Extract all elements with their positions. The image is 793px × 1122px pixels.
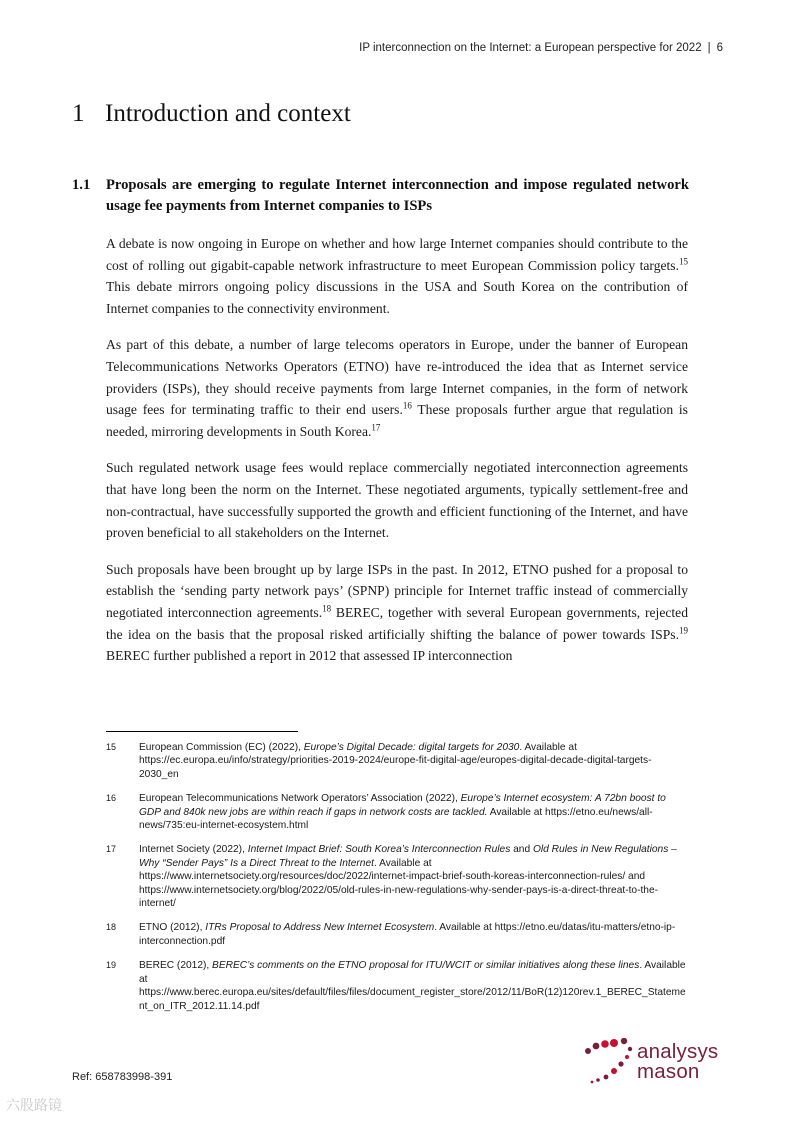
footnote-reference: 18 [322,603,332,614]
footnote-number: 19 [106,960,117,971]
logo-text [637,1042,718,1082]
logo-dots-icon [583,1038,635,1088]
footnote-reference: 19 [679,624,688,635]
italic-title: Internet Impact Brief: South Korea’s Interconnection Rules [247,844,511,856]
italic-title: BEREC’s comments on the ETNO proposal for ITU/WCIT or similar initiatives along these lines [212,960,640,972]
chapter-number: 1 [72,100,85,127]
footnote-reference: 17 [371,422,381,433]
footnote-text: European Telecommunications Network Operators’ Association (2022), Europe’s Internet ecosystem: A 72bn boost to GDP and 840k new jobs are within reach if gaps in network costs are tackled. Available at https://etno.eu/news/all-news/735:eu-internet-ecosystem.html [139,793,666,832]
footnote-reference: 16 [402,400,412,411]
footnote-text: ETNO (2012), ITRs Proposal to Address New Internet Ecosystem. Available at https://etno.eu/datas/itu-matters/etno-ip-interconnection.pdf [139,922,676,947]
running-header [359,42,723,54]
footnote [106,741,690,781]
footnote-number: 18 [106,922,117,933]
page-number: 6 [716,42,723,54]
footnote [106,792,690,832]
paragraph: Such proposals have been brought up by large ISPs in the past. In 2012, ETNO pushed for a proposal to establish the ‘sending party network pays’ (SPNP) principle for Internet traffic instead of commercially negotiated interconnection agreements.$^{18}$ BEREC, together with several European governments, rejected the idea on the basis that the proposal risked artificially shifting the balance of power towards ISPs.$^{19}$ BEREC further published a report in 2012 that assessed IP interconnection [106,561,688,664]
section-number: 1.1 [72,177,91,193]
footnote-number: 16 [106,793,117,804]
body-text [106,233,688,682]
paragraph: Such regulated network usage fees would replace commercially negotiated interconnection agreements that have long been the norm on the Internet. These negotiated arguments, typically settlement-free and non-contractual, have successfully supported the growth and efficient functioning of the Internet, and have proven beneficial to all stakeholders on the Internet. [106,460,688,541]
logo-line-1: analysys [637,1040,719,1063]
footnote-text: European Commission (EC) (2022), Europe’s Digital Decade: digital targets for 2030. Available at https://ec.europa.eu/info/strategy/priorities-2019-2024/europe-fit-digital-age/europes-digital-decade-digital-targets-2030_en [139,742,652,780]
chapter-title [72,100,351,128]
italic-title: Old Rules in New Regulations – Why “Sender Pays” Is a Direct Threat to the Internet [139,844,677,869]
italic-title: Europe’s Internet ecosystem: A 72bn boost to GDP and 840k new jobs are within reach if gaps in network costs are tackled. [139,793,666,818]
paragraph: A debate is now ongoing in Europe on whether and how large Internet companies should contribute to the cost of rolling out gigabit-capable network infrastructure to meet European Commission policy targets.$^{15}$ This debate mirrors ongoing policy discussions in the USA and South Korea on the contribution of Internet companies to the connectivity environment. [106,236,688,316]
header-separator: | [707,42,711,54]
footnote [106,921,690,948]
footnote-reference: 15 [679,256,688,267]
footnotes [106,741,690,1024]
italic-title: ITRs Proposal to Address New Internet Ecosystem [205,922,435,934]
footnote-number: 15 [106,742,117,752]
logo-line-2: mason [637,1060,700,1083]
section-title: Proposals are emerging to regulate Internet interconnection and impose regulated network usage fee payments from Internet companies to ISPs [106,177,689,214]
document-reference: Ref: 658783998-391 [72,1071,173,1083]
chapter-title-text: Introduction and context [105,100,351,127]
section-heading [72,175,689,217]
footnote-text: BEREC (2012), BEREC’s comments on the ETNO proposal for ITU/WCIT or similar initiatives along these lines. Available at https://www.berec.europa.eu/sites/default/files/files/document_register_store/2012/11/BoR(12)120rev.1_BEREC_Statement_on_ITR_2012.11.14.pdf [139,960,686,1012]
footnote [106,843,690,910]
footnote-divider [106,731,298,732]
footnote [106,959,690,1013]
footnote-text: Internet Society (2022), Internet Impact Brief: South Korea’s Interconnection Rules and Old Rules in New Regulations – Why “Sender Pays” Is a Direct Threat to the Internet. Available at https://www.internetsociety.org/resources/doc/2022/internet-impact-brief-south-koreas-interconnection-rules/ and https://www.internetsociety.org/blog/2022/05/old-rules-in-new-regulations-why-sender-pays-is-a-direct-threat-to-the-internet/ [139,844,677,910]
document-title: IP interconnection on the Internet: a European perspective for 2022 [359,42,702,54]
paragraph: As part of this debate, a number of large telecoms operators in Europe, under the banner of European Telecommunications Networks Operators (ETNO) have re-introduced the idea that as Internet service providers (ISPs), they should receive payments from large Internet companies, in the form of network usage fees for terminating traffic to their end users.$^{16}$ These proposals further argue that regulation is needed, mirroring developments in South Korea.$^{17}$ [106,337,688,439]
italic-title: Europe’s Digital Decade: digital targets for 2030 [303,742,520,753]
footnote-number: 17 [106,844,117,855]
watermark: 六股路镜 [6,1098,62,1114]
analysys-mason-logo [583,1038,733,1088]
